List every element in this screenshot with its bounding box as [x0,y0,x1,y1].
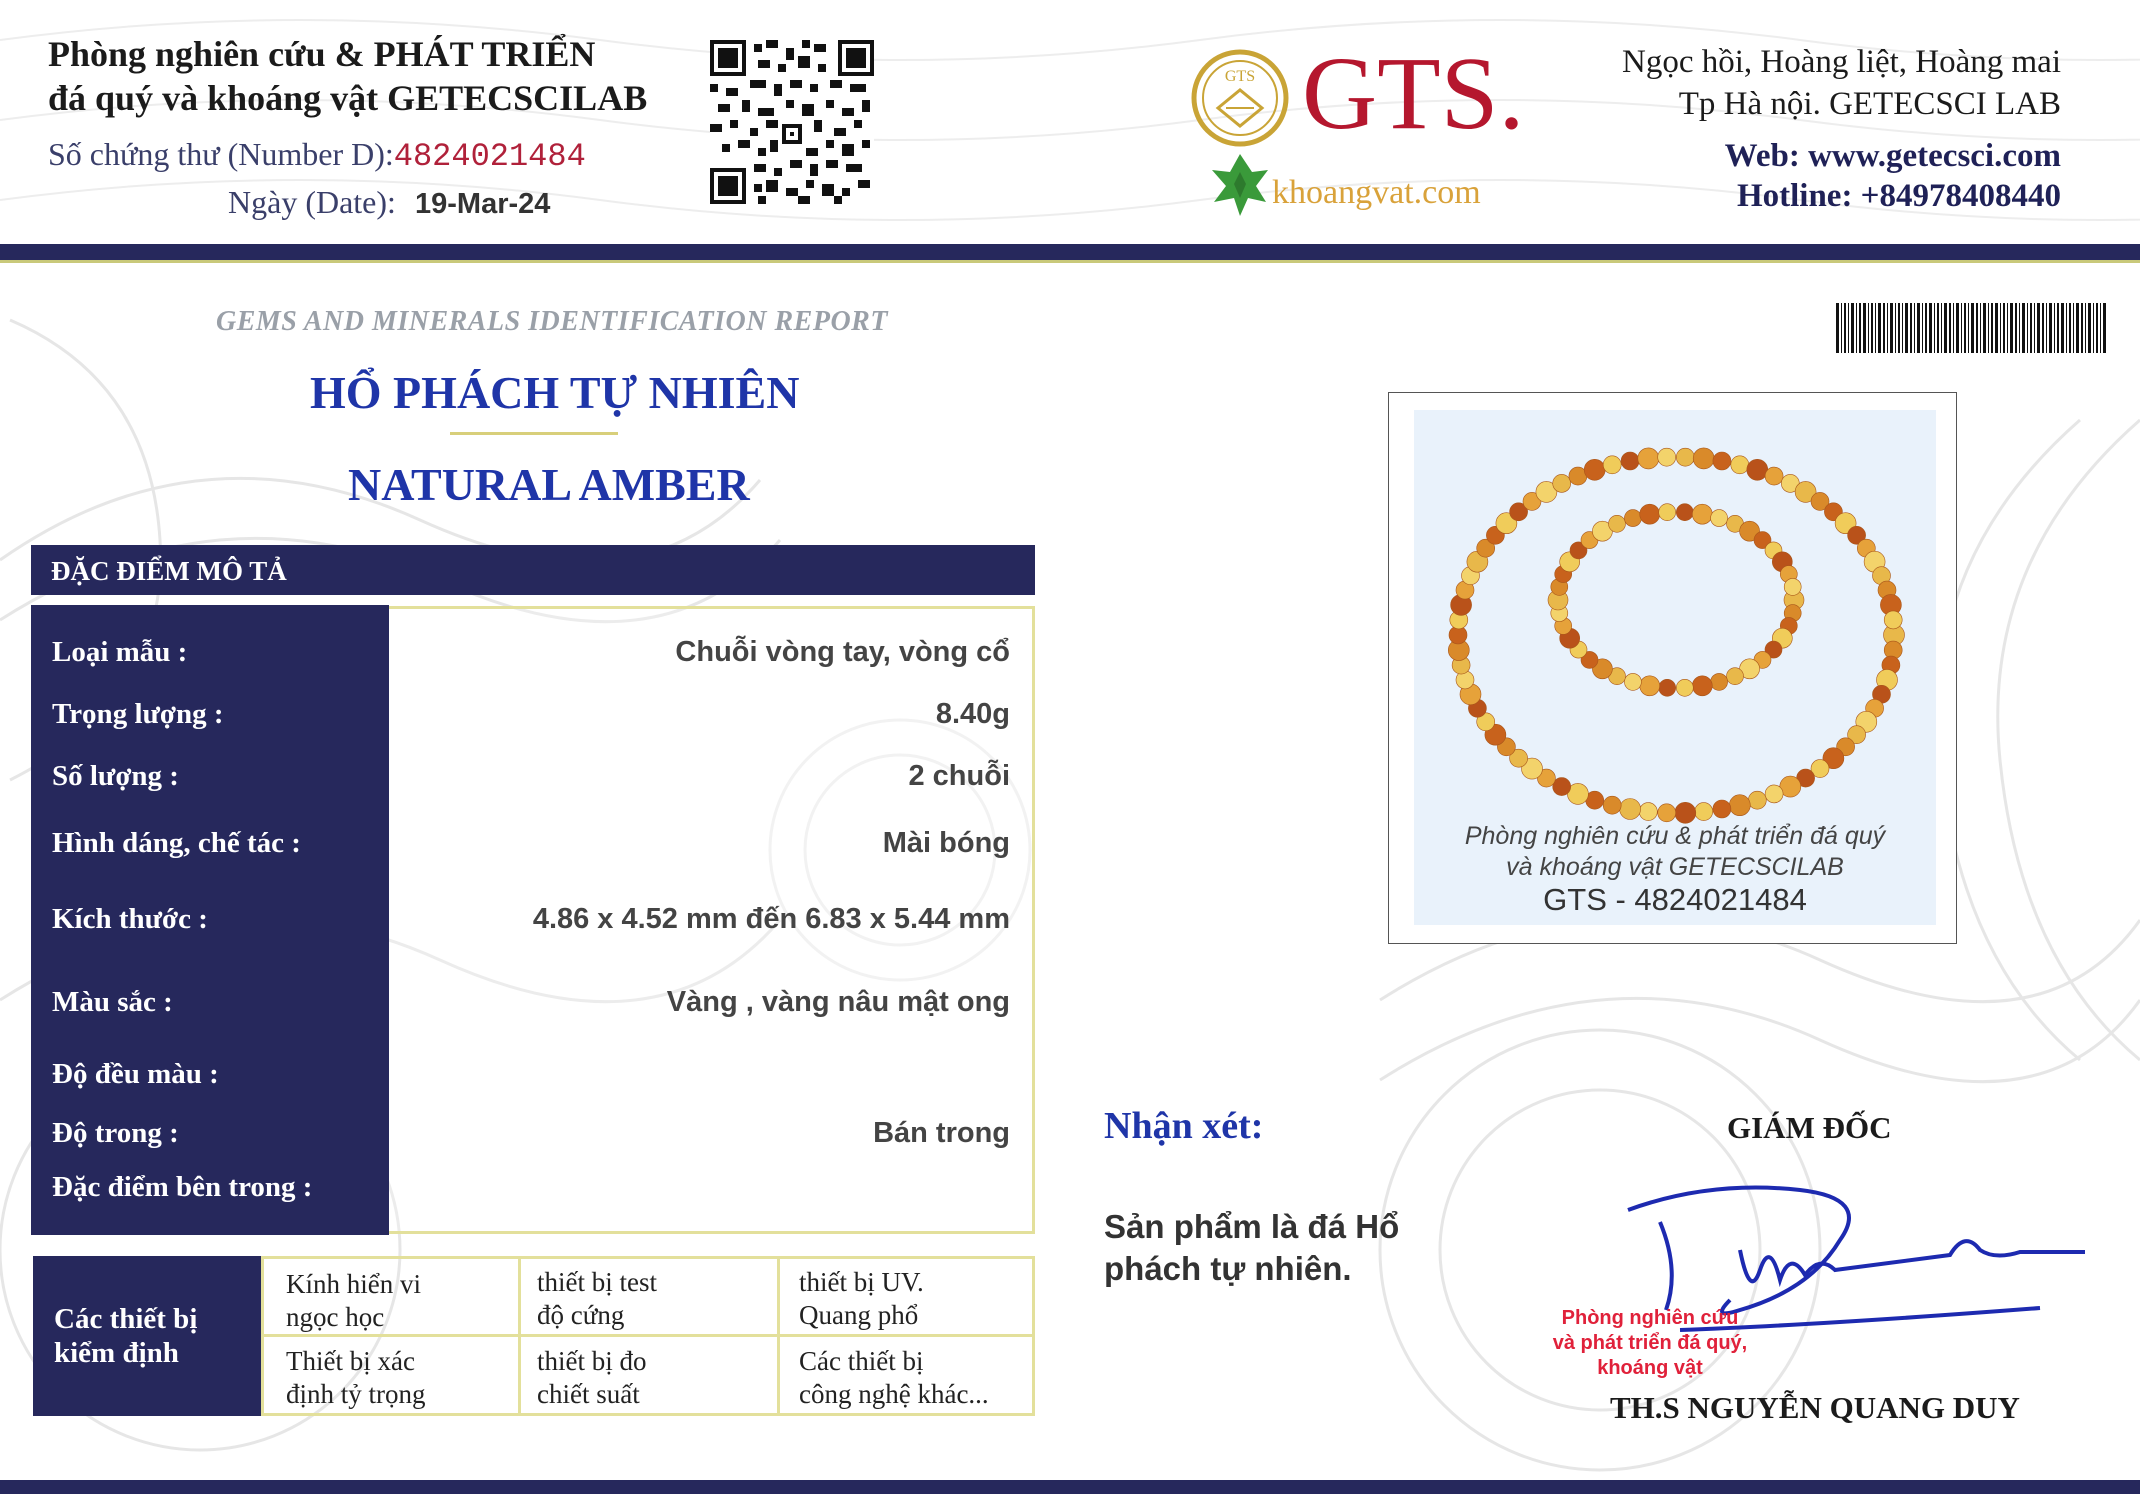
gts-seal-logo [1190,48,1290,148]
amber-bead [1884,611,1902,629]
equipment-divider [261,1334,1035,1337]
lab-name-line1: Phòng nghiên cứu & PHÁT TRIỂN [48,34,596,74]
amber-bead [1638,448,1659,469]
lab-stamp [1530,1306,1770,1381]
partner-logo-text: khoangvat.com [1272,174,1481,211]
certificate-number-label: Số chứng thư (Number D): [48,136,394,172]
value-quantity: 2 chuỗi [908,760,1010,792]
remarks-line2: phách tự nhiên. [1104,1250,1352,1287]
amber-bead [1621,452,1639,470]
gts-brand-name: GTS. [1302,36,1525,151]
amber-bead [1784,578,1801,595]
remarks-text [1104,1206,1399,1290]
amber-bead [1727,668,1744,685]
amber-bead [1765,785,1783,803]
equipment-cell-line1: Thiết bị xác [286,1346,415,1376]
equipment-title-line2: kiểm định [54,1337,179,1369]
amber-bead [1624,673,1641,690]
amber-bead [1620,799,1641,820]
equipment-cell-line2: ngọc học [286,1302,385,1332]
amber-bead [1765,467,1783,485]
amber-bead [1584,459,1605,480]
title-vietnamese: HỔ PHÁCH TỰ NHIÊN [310,367,800,418]
amber-bead [1692,504,1712,524]
certificate-date [228,184,550,221]
equipment-title-line1: Các thiết bị [54,1303,198,1335]
equipment-cell-line2: độ cứng [537,1300,625,1330]
label-color: Màu sắc : [52,986,173,1018]
label-transparency: Độ trong : [52,1117,179,1149]
equipment-other [799,1345,989,1411]
header-divider [0,244,2140,260]
label-inclusions: Đặc điểm bên trong : [52,1171,313,1203]
date-value: 19-Mar-24 [415,188,551,220]
photo-caption-line2: và khoáng vật GETECSCILAB [1506,853,1844,881]
barcode [1836,303,2108,353]
value-transparency: Bán trong [873,1117,1010,1149]
amber-bead [1695,803,1713,821]
amber-bead [1658,448,1676,466]
equipment-cell-line1: Kính hiển vi [286,1269,421,1299]
remarks-heading: Nhận xét: [1104,1105,1264,1147]
address-line1: Ngọc hồi, Hoàng liệt, Hoàng mai [1622,44,2061,80]
amber-bead [1676,504,1693,521]
amber-bead [1640,504,1660,524]
equipment-cell-line1: thiết bị đo [537,1346,647,1376]
amber-bead [1659,679,1676,696]
value-dimensions: 4.86 x 4.52 mm đến 6.83 x 5.44 mm [532,903,1010,935]
amber-bead [1553,474,1571,492]
amber-bead [1676,448,1694,466]
equipment-cell-line1: thiết bị test [537,1267,657,1297]
amber-bead [1713,452,1731,470]
photo-caption-code: GTS - 4824021484 [1543,882,1807,917]
equipment-cell-line2: chiết suất [537,1379,640,1409]
lab-name-line2: đá quý và khoáng vật GETECSCILAB [48,78,648,118]
equipment-cell-line2: định tỷ trọng [286,1379,426,1409]
amber-bead [1676,679,1693,696]
label-sample-type: Loại mẫu : [52,636,188,668]
gts-seal-text: GTS [1224,68,1256,85]
footer-divider [0,1480,2140,1494]
description-heading: ĐẶC ĐIỂM MÔ TẢ [31,545,1035,595]
amber-bead [1731,456,1749,474]
amber-bead [1603,456,1621,474]
amber-bead [1639,803,1657,821]
equipment-title [54,1302,197,1370]
amber-bead [1711,510,1728,527]
website: Web: www.getecsci.com [1724,138,2061,174]
title-english: NATURAL AMBER [348,459,750,510]
amber-bead [1747,459,1768,480]
equipment-cell-line2: Quang phổ [799,1300,919,1330]
certificate-number-value: 4824021484 [393,138,586,175]
amber-bracelet [1548,504,1804,697]
hotline: Hotline: +84978408440 [1736,178,2061,214]
equipment-cell-line2: công nghệ khác... [799,1379,989,1409]
certificate-number [48,136,586,175]
equipment-refractometer [537,1345,647,1411]
equipment-uv-spectroscope [799,1266,924,1332]
qr-code [710,40,874,204]
value-sample-type: Chuỗi vòng tay, vòng cổ [675,636,1010,668]
amber-bead [1624,510,1641,527]
label-weight: Trọng lượng : [52,698,224,730]
value-weight: 8.40g [935,698,1010,730]
title-underline [450,432,618,435]
value-shape-cut: Mài bóng [882,827,1010,859]
amber-bead [1693,448,1714,469]
leaf-icon [1208,150,1272,220]
label-quantity: Số lượng : [52,760,179,792]
director-role: GIÁM ĐỐC [1727,1110,1892,1145]
date-label: Ngày (Date): [228,184,396,220]
remarks-line1: Sản phẩm là đá Hổ [1104,1208,1400,1245]
amber-bead [1603,796,1621,814]
report-subtitle: GEMS AND MINERALS IDENTIFICATION REPORT [216,306,888,337]
value-color: Vàng , vàng nâu mật ong [666,986,1010,1018]
amber-bead [1729,795,1750,816]
equipment-cell-line1: Các thiết bị [799,1346,924,1376]
amber-bead [1713,800,1731,818]
equipment-cell-line1: thiết bị UV. [799,1267,924,1297]
amber-bead [1692,676,1712,696]
amber-bead [1658,804,1676,822]
amber-necklace [1448,448,1904,823]
amber-necklace-image [1414,410,1936,840]
amber-bead [1675,802,1696,823]
stamp-line3: khoáng vật [1597,1357,1703,1379]
label-dimensions: Kích thước : [52,903,208,935]
amber-bead [1659,504,1676,521]
address-line2: Tp Hà nội. GETECSCI LAB [1678,86,2061,122]
photo-caption-line1: Phòng nghiên cứu & phát triển đá quý [1464,822,1886,850]
amber-bead [1609,515,1626,532]
equipment-specific-gravity [286,1345,426,1411]
amber-bead [1748,791,1766,809]
stamp-line2: và phát triển đá quý, [1552,1332,1748,1354]
label-color-uniformity: Độ đều màu : [52,1058,219,1090]
header-divider-accent [0,260,2140,263]
director-name: TH.S NGUYỄN QUANG DUY [1610,1390,2020,1425]
equipment-microscope [286,1268,421,1334]
stamp-line1: Phòng nghiên cứu [1561,1307,1739,1329]
amber-bead [1711,673,1728,690]
label-shape-cut: Hình dáng, chế tác : [52,827,301,859]
amber-bead [1640,676,1660,696]
equipment-hardness-tester [537,1266,657,1332]
